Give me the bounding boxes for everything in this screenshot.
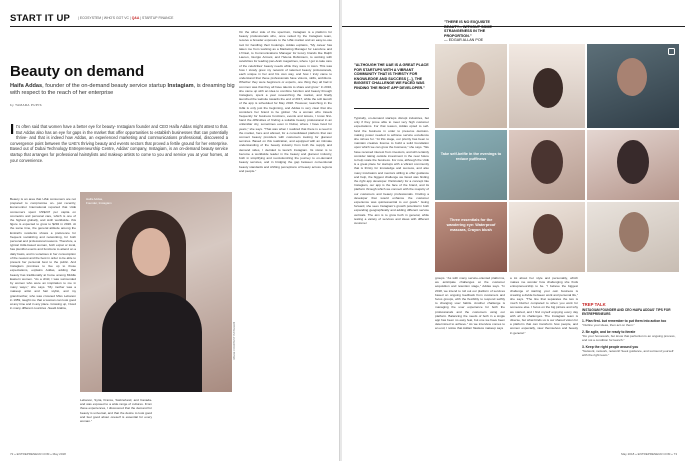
tip-item: [582, 330, 678, 342]
grid-photo-7-overlay: Three essentials for the wandering eye: Waterproof mascara, Crayon blush: [446, 218, 496, 232]
grid-photo-1: [435, 44, 507, 128]
tip-item: [582, 319, 678, 327]
lead-text: t's often said that women have a better eye for beauty- Instagiam founder and CEO Haifa Addas might attest to that. But Addas also has an eye for gaps in the market that offer opportunities to establish businesses that can potentially thrive- and that is indeed how Addas, an experienced marketing and communications professional, discovered a convergence point between the UAE's thriving beauty and events sectors that proved a fertile ground for her enterprise. Based out of Dubai Technology Entrepreneurship Centre, Addas' company, Instagiam, is an on-demand beauty service startup that arranges for professional hairstylists and makeup artists to come to you and service you at your homes, at your convenience.: [10, 124, 228, 163]
right-header-rule: [342, 26, 685, 27]
pull-quote-1: "ALTHOUGH THE UAE IS A GREAT PLACE FOR STARTUPS WITH A VIBRANT COMMUNITY THAT IS THIRSTY FOR KNOWLEDGE AND SUCCESS [...], THE BIGGEST CHALLENGE WE FACED WAS FINDING THE RIGHT APP DEVELOPER.": [354, 63, 429, 90]
instagram-photo-grid: [435, 44, 679, 272]
grid-photo-3: [587, 44, 679, 128]
section-nav: [78, 16, 173, 20]
section-nav-part-2: | STARTUP FINANCE: [140, 16, 174, 20]
instagram-icon: [668, 48, 675, 55]
body-column-1: Beauty is an area that UAE consumers are not prepared to compromise on- just recently, Euromonitor International reported that UAE consumers spent US$247 per capita on cosmetics and personal care, which is one of the highest globally, and sixth worldwide- this figure is expected to grow to $294 in 2020. At the same time, the general attitude among the Emirati's residents shows a preference for frequent socializing and networking, for both personal and professional reasons. Therefore, a typical UAE-based woman, both expat or local, has plentiful events and functions to attend on a daily basis, and is voracious in her consumption of the newest and the best in order to be able to present her personal best to the public. And Instagiam promises to live up to those expectations, explains Addas, adding that beauty has traditionally at home among Middle Eastern women. "As a child, I was surrounded by women who were an inspiration to me in many ways," she says. "My mother was a makeup artist and hair stylist, and my grandmother, who was crowned Miss Lebanon in 1959, taught me that a woman can look good at any time and in any place. Growing up, I lived in many different countries -Saudi Arabia,: [10, 197, 76, 311]
grid-photo-6-figure: [617, 140, 649, 184]
subtitle-mid: , founder of the on-demand beauty service startup: [42, 83, 168, 89]
photo-caption: [86, 198, 120, 206]
left-page-footer: 72 » ENTREPRENEUR.COM » May 2018: [10, 452, 66, 456]
grid-photo-4: [435, 130, 507, 200]
article-subtitle: [10, 83, 240, 97]
section-nav-part-1: | ECOSYSTEM | WHO'S GOT VC |: [78, 16, 131, 20]
left-page: [0, 0, 340, 461]
subtitle-name: Haifa Addas: [10, 83, 43, 89]
right-column-1: Typically, on-demand startups disrupt industries, but only if they prove able to meet very high customer expectations. For that reason, Addas opted to self-fund the business in order to preserve decision-making power needed to achieve service excellence she strives for. "At this stage, our priority has been to maintain creative license to build a solid foundation upon which we can grow the business," she says. "We have received interest from investors, and will certainly consider taking outside investment in the near future to help scale the business. For now, although the UAE is a great place for startups with a vibrant community that is thirsty for knowledge and success, and also many incubators and mentors willing to offer guidance and help, the biggest challenge we faced was finding the right app developer. Particularly for a concept like Instagiam, our app is the face of the brand, and its platform through which we connect with the majority of our customers and beauty professionals. Finding a developer that would enhance the customer experience was quintessential to our goals." Going forward, she sees Instagiam's growth potential in both expanding geographically and adding different service verticals. The aim is to grow both in general, while testing a variety of services and ideas with different customer: [354, 116, 429, 226]
section-nav-highlight: Q&A: [131, 16, 140, 20]
grid-photo-5: [509, 130, 585, 200]
grid-photo-2-figure: [533, 68, 563, 108]
tip-item-body: "Network, network, network! Seek guidance, and surround yourself with the right team.": [582, 349, 674, 358]
trep-talk-box: [582, 302, 678, 452]
pull-quote-rule: [354, 108, 429, 109]
subtitle-rest: , is dreaming big with respect to the reach of her enterprise: [10, 83, 235, 96]
grid-photo-8-figure: [533, 214, 563, 254]
tip-item-body: "Do your homework, but know that perfection is an ongoing process, and not a condition for launch.": [582, 334, 676, 343]
tip-item: [582, 345, 678, 357]
photo-credit: IMAGE COURTESY INSTAGIAM: [233, 321, 236, 360]
right-column-3: a lot about her style and personality, which makes me wonder how challenging she finds entrepreneurship to be. "I believe the biggest challenge of starting your own business is creating a divide between work and personal life," she says. "The line that separates the two is much blurrier compared to when you work for someone else. I focus on the big picture and why we started, and I find myself enjoying every day with all its challenges. The Instagiam team is diverse, but what binds us is our shared vision for a platform that can transform how people, and women especially, view themselves and beauty in general.": [510, 276, 578, 335]
pull-quote-2: [444, 20, 504, 43]
founder-photo: [80, 192, 232, 392]
trep-talk-subheading: INSTAGIAM FOUNDER AND CEO HAIFA ADDAS' TIPS FOR ENTREPRENEURS: [582, 308, 671, 316]
grid-photo-7: [435, 202, 507, 272]
grid-photo-5-figure: [531, 140, 563, 184]
tip-item-heading: 3. Keep the right people around you: [582, 345, 639, 350]
section-label: START IT UP: [10, 13, 71, 24]
tip-item-heading: 2. Be agile, and be ready to iterate: [582, 330, 636, 335]
header-rule: [10, 26, 332, 27]
grid-photo-4-overlay: Take self-belfie in the evenings to reduce puffiness: [440, 152, 502, 161]
photo-face-shape: [132, 228, 170, 276]
article-title: Beauty on demand: [10, 63, 145, 80]
lead-paragraph: [10, 121, 228, 163]
grid-photo-9: [587, 202, 679, 272]
subtitle-brand: Instagiam: [167, 83, 194, 89]
byline: by TAMARA PUPIS: [10, 103, 42, 107]
grid-photo-6: [587, 130, 679, 200]
photo-body-shape: [102, 292, 202, 392]
grid-photo-8: [509, 202, 585, 272]
tip-item-heading: 1. Plan first- but remember to put them into action too: [582, 319, 667, 323]
grid-photo-3-figure: [617, 58, 647, 96]
body-column-2: Lebanon, Syria, France, Switzerland, and Canada- and was exposed to a wide range of cultures. From these experiences, I discovered that the demand for beauty is universal, and that the desire to look good and feel good about oneself is essential for every woman.": [80, 398, 152, 424]
right-column-2: groups. "As with many service-oriented platforms, we anticipate challenges at the customer acquisition and retention stage," Addas says. "In 2018, we intend to roll out our platform of services based on ongoing feedback from customers and focus groups, with the flexibility to respond swiftly to changing user habits. Another challenge is managing the user experience for both the professionals and the customers using our platform. Balancing the needs of both in a single app has been no easy feat, but one we have been determined to achieve." As we interview comes to an end, I notice that Addas' flawless makeup says: [435, 276, 505, 331]
body-column-3: On the other side of the spectrum, Instagiam is a platform for beauty professionals who, once vetted by the Instagiam team, receive a broader exposure to the UAE market and an easy-to-use tool for handling their bookings. Addas explains, "My career has taken me from working as a Marketing Manager for Lancôme and L'Oréal, to Communications Manager for luxury brands like Ralph Lauren, Giorgio Armani, and Helena Rubinstein, to working with celebrities for leading pan-Arab magazines, where I got to take care of the celebrities' beauty needs while they were in town. This was how I slowly grew my network of talented beauty professionals, each unique in her and his own way, and how I truly came to understand that these professionals have visions, skills, ambitions. Whether they were beginners or experts, one thing they all had in common was that they all have talents to share and grow." In 2016, she came up with an idea to combine function and beauty through Instagiam, spent a year researching the market, and finally launched the website towards the end of 2017, while the soft launch of the app is scheduled for May 2018. However, launching in the UAE is only just the beginning, and Addas is very clear that she considers her brand to be global. "As a woman who travels frequently for business functions, events and leisure, I know first-hand the difficulties of finding a suitable beauty professional in an unfamiliar city, sometimes even in Dubai, where I have lived for years," she says. "That was when I realized that there is a need in the market, here and abroad, for a consolidated platform that can connect beauty providers with customers looking for glamour services. Based on this realization, and equipped with an intimate understanding of the beauty industry from both the supply and demand sides, I decided to launch Instagiam. Its vision is to become a worldwide leader in the beauty and glamour industry, both in simplifying and revolutionizing the journey to on-demand beauty services, and in bridging the gap between conventional beauty standards and shifting perceptions of beauty across regions and people.": [239, 30, 332, 173]
pull-quote-2-attribution: — EDGAR ALLAN POE: [444, 38, 484, 43]
right-page: [342, 0, 685, 461]
right-page-footer: May 2018 » ENTREPRENEUR.COM « 73: [621, 452, 677, 456]
trep-talk-heading: TREP TALK: [582, 302, 606, 307]
drop-cap: I: [10, 121, 15, 138]
grid-photo-9-figure: [619, 212, 649, 252]
grid-photo-1-figure: [457, 62, 485, 96]
pull-quote-2-text: "THERE IS NO EXQUISITE BEAUTY... WITHOUT SOME STRANGENESS IN THE PROPORTION.": [444, 20, 492, 38]
grid-photo-2: [509, 44, 585, 128]
tip-item-body: "Outline your ideas, then act on them.": [582, 323, 635, 328]
caption-role: Founder, Instagiam: [86, 200, 112, 205]
caption-name: Haifa Addas,: [86, 197, 104, 201]
